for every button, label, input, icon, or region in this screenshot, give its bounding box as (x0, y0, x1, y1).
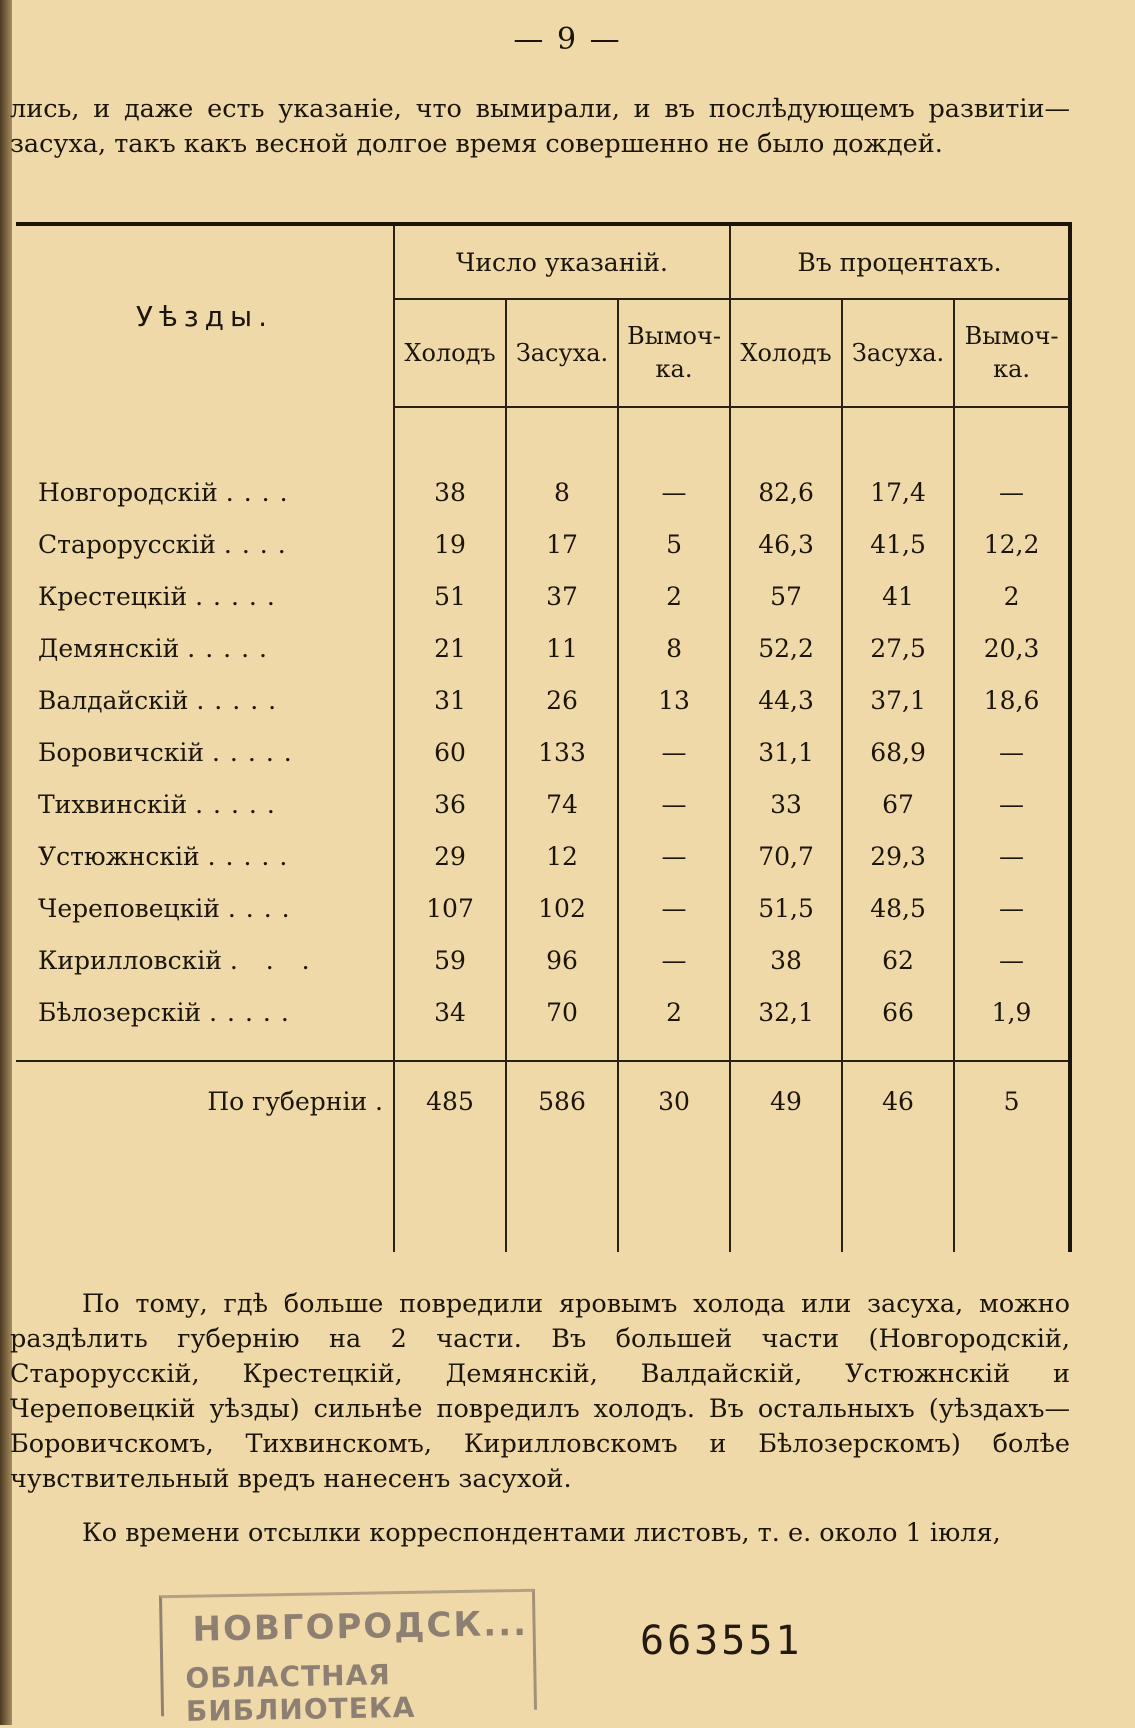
cell-p1: 38 (730, 934, 842, 986)
cell-c2: 8 (506, 466, 618, 518)
header-percent-cold: Холодъ (730, 299, 842, 407)
district-label: Старорусскій (38, 529, 216, 559)
total-cell-p3: 5 (954, 1062, 1070, 1140)
cell-p1: 82,6 (730, 466, 842, 518)
leader-dots: ..... (209, 997, 299, 1027)
cell-p1: 51,5 (730, 882, 842, 934)
cell-p1: 31,1 (730, 726, 842, 778)
leader-dots: .... (225, 477, 298, 507)
cell-p2: 48,5 (842, 882, 954, 934)
table-row (16, 778, 1070, 830)
table-row (16, 882, 1070, 934)
paragraph-middle: По тому, гдѣ больше повредили яровымъ холода или засуха, можно раздѣлить губернію на 2 части. Въ большей части (Новгородскій, Старорусскій, Крестецкій, Демянскій, Валдайскій, Устюжнскій и Череповецкій уѣзды) сильнѣе повредилъ холодъ. Въ остальныхъ (уѣздахъ—Боровичскомъ, Тихвинскомъ, Кирилловскомъ и Бѣлозерскомъ) болѣе чувствительный вредъ нанесенъ засухой. (10, 1289, 1070, 1494)
cell-p2: 29,3 (842, 830, 954, 882)
table-row (16, 622, 1070, 674)
row-district-name (16, 934, 394, 986)
cell-p1: 70,7 (730, 830, 842, 882)
cell-p1: 33 (730, 778, 842, 830)
table-row (16, 570, 1070, 622)
total-cell-c3: 30 (618, 1062, 730, 1140)
cell-c3: 5 (618, 518, 730, 570)
stamp-line-1: НОВГОРОДСК... (192, 1603, 529, 1650)
table-row (16, 466, 1070, 518)
header-count-drought: Засуха. (506, 299, 618, 407)
cell-p3: 12,2 (954, 518, 1070, 570)
header-count-soaking: Вымоч-ка. (618, 299, 730, 407)
cell-p3: — (954, 778, 1070, 830)
table-row (16, 726, 1070, 778)
district-label: Череповецкій (38, 893, 220, 923)
table-row (16, 830, 1070, 882)
cell-p2: 62 (842, 934, 954, 986)
header-count-group: Число указаній. (394, 224, 730, 299)
cell-c1: 21 (394, 622, 506, 674)
cell-c1: 34 (394, 986, 506, 1038)
cell-c2: 11 (506, 622, 618, 674)
cell-p2: 68,9 (842, 726, 954, 778)
header-percent-group: Въ процентахъ. (730, 224, 1070, 299)
cell-c3: 13 (618, 674, 730, 726)
district-label: Демянскій (38, 633, 180, 663)
cell-c2: 133 (506, 726, 618, 778)
cell-p2: 37,1 (842, 674, 954, 726)
cell-p2: 41,5 (842, 518, 954, 570)
cell-c2: 17 (506, 518, 618, 570)
header-uezdy: Уѣзды. (16, 224, 394, 407)
table-row (16, 518, 1070, 570)
cell-p2: 17,4 (842, 466, 954, 518)
cell-p1: 32,1 (730, 986, 842, 1038)
cell-c1: 59 (394, 934, 506, 986)
cell-c3: 2 (618, 570, 730, 622)
cell-c1: 51 (394, 570, 506, 622)
paragraph-top: лись, и даже есть указаніе, что вымирали, и въ послѣдующемъ развитіи—засуха, такъ какъ весной долгое время совершенно не было дождей. (10, 94, 1070, 159)
page-number: — 9 — (513, 22, 622, 57)
leader-dots: ..... (211, 737, 302, 767)
leader-dots: ..... (196, 685, 287, 715)
leader-dots: . . . (229, 945, 320, 975)
leader-dots: .... (227, 893, 300, 923)
cell-p1: 52,2 (730, 622, 842, 674)
header-count-cold: Холодъ (394, 299, 506, 407)
total-cell-c2: 586 (506, 1062, 618, 1140)
district-label: Бѣлозерскій (38, 997, 202, 1027)
stamp-line-2: ОБЛАСТНАЯ БИБЛИОТЕКА (185, 1658, 416, 1728)
district-label: Тихвинскій (38, 789, 188, 819)
cell-c1: 29 (394, 830, 506, 882)
header-percent-drought: Засуха. (842, 299, 954, 407)
cell-p1: 57 (730, 570, 842, 622)
cell-p3: — (954, 466, 1070, 518)
cell-c2: 96 (506, 934, 618, 986)
cell-c2: 102 (506, 882, 618, 934)
cell-c2: 70 (506, 986, 618, 1038)
row-district-name (16, 570, 394, 622)
cell-p1: 44,3 (730, 674, 842, 726)
cell-p2: 67 (842, 778, 954, 830)
row-district-name (16, 674, 394, 726)
row-district-name (16, 986, 394, 1038)
cell-c3: — (618, 726, 730, 778)
cell-c2: 12 (506, 830, 618, 882)
inventory-number: 663551 (640, 1618, 803, 1664)
cell-c1: 107 (394, 882, 506, 934)
total-row (16, 1062, 1070, 1140)
district-label: Крестецкій (38, 581, 188, 611)
cell-p3: 2 (954, 570, 1070, 622)
cell-c3: — (618, 466, 730, 518)
table-row (16, 986, 1070, 1038)
district-label: Новгородскій (38, 477, 218, 507)
cell-c3: — (618, 778, 730, 830)
cell-p3: — (954, 882, 1070, 934)
cell-c3: — (618, 934, 730, 986)
cell-c3: 8 (618, 622, 730, 674)
leader-dots: .... (223, 529, 296, 559)
header-percent-soaking: Вымоч-ка. (954, 299, 1070, 407)
row-district-name (16, 518, 394, 570)
cell-c1: 36 (394, 778, 506, 830)
cell-p3: — (954, 726, 1070, 778)
district-label: Устюжнскій (38, 841, 200, 871)
total-cell-c1: 485 (394, 1062, 506, 1140)
leader-dots: ..... (195, 581, 285, 611)
cell-c1: 38 (394, 466, 506, 518)
row-district-name (16, 466, 394, 518)
row-district-name (16, 778, 394, 830)
row-district-name (16, 622, 394, 674)
leader-dots: ..... (187, 633, 277, 663)
cell-c1: 60 (394, 726, 506, 778)
cell-c2: 26 (506, 674, 618, 726)
cell-p3: 1,9 (954, 986, 1070, 1038)
leader-dots: ..... (207, 841, 298, 871)
row-district-name (16, 726, 394, 778)
data-table (16, 222, 1070, 1227)
cell-p3: — (954, 934, 1070, 986)
cell-p1: 46,3 (730, 518, 842, 570)
table-row (16, 934, 1070, 986)
leader-dots: ..... (195, 789, 285, 819)
paragraph-bottom: Ко времени отсылки корреспондентами листовъ, т. е. около 1 іюля, (82, 1518, 1001, 1548)
district-label: Кирилловскій (38, 945, 222, 975)
total-label: По губерніи . (16, 1062, 394, 1140)
cell-p2: 41 (842, 570, 954, 622)
total-cell-p2: 46 (842, 1062, 954, 1140)
district-label: Боровичскій (38, 737, 205, 767)
cell-c1: 31 (394, 674, 506, 726)
cell-p3: — (954, 830, 1070, 882)
cell-p2: 66 (842, 986, 954, 1038)
cell-c3: 2 (618, 986, 730, 1038)
cell-c2: 37 (506, 570, 618, 622)
cell-c3: — (618, 882, 730, 934)
cell-p2: 27,5 (842, 622, 954, 674)
row-district-name (16, 882, 394, 934)
cell-p3: 20,3 (954, 622, 1070, 674)
cell-c3: — (618, 830, 730, 882)
total-cell-p1: 49 (730, 1062, 842, 1140)
district-label: Валдайскій (38, 685, 189, 715)
table-row (16, 674, 1070, 726)
cell-p3: 18,6 (954, 674, 1070, 726)
row-district-name (16, 830, 394, 882)
library-stamp (159, 1589, 537, 1728)
cell-c1: 19 (394, 518, 506, 570)
cell-c2: 74 (506, 778, 618, 830)
